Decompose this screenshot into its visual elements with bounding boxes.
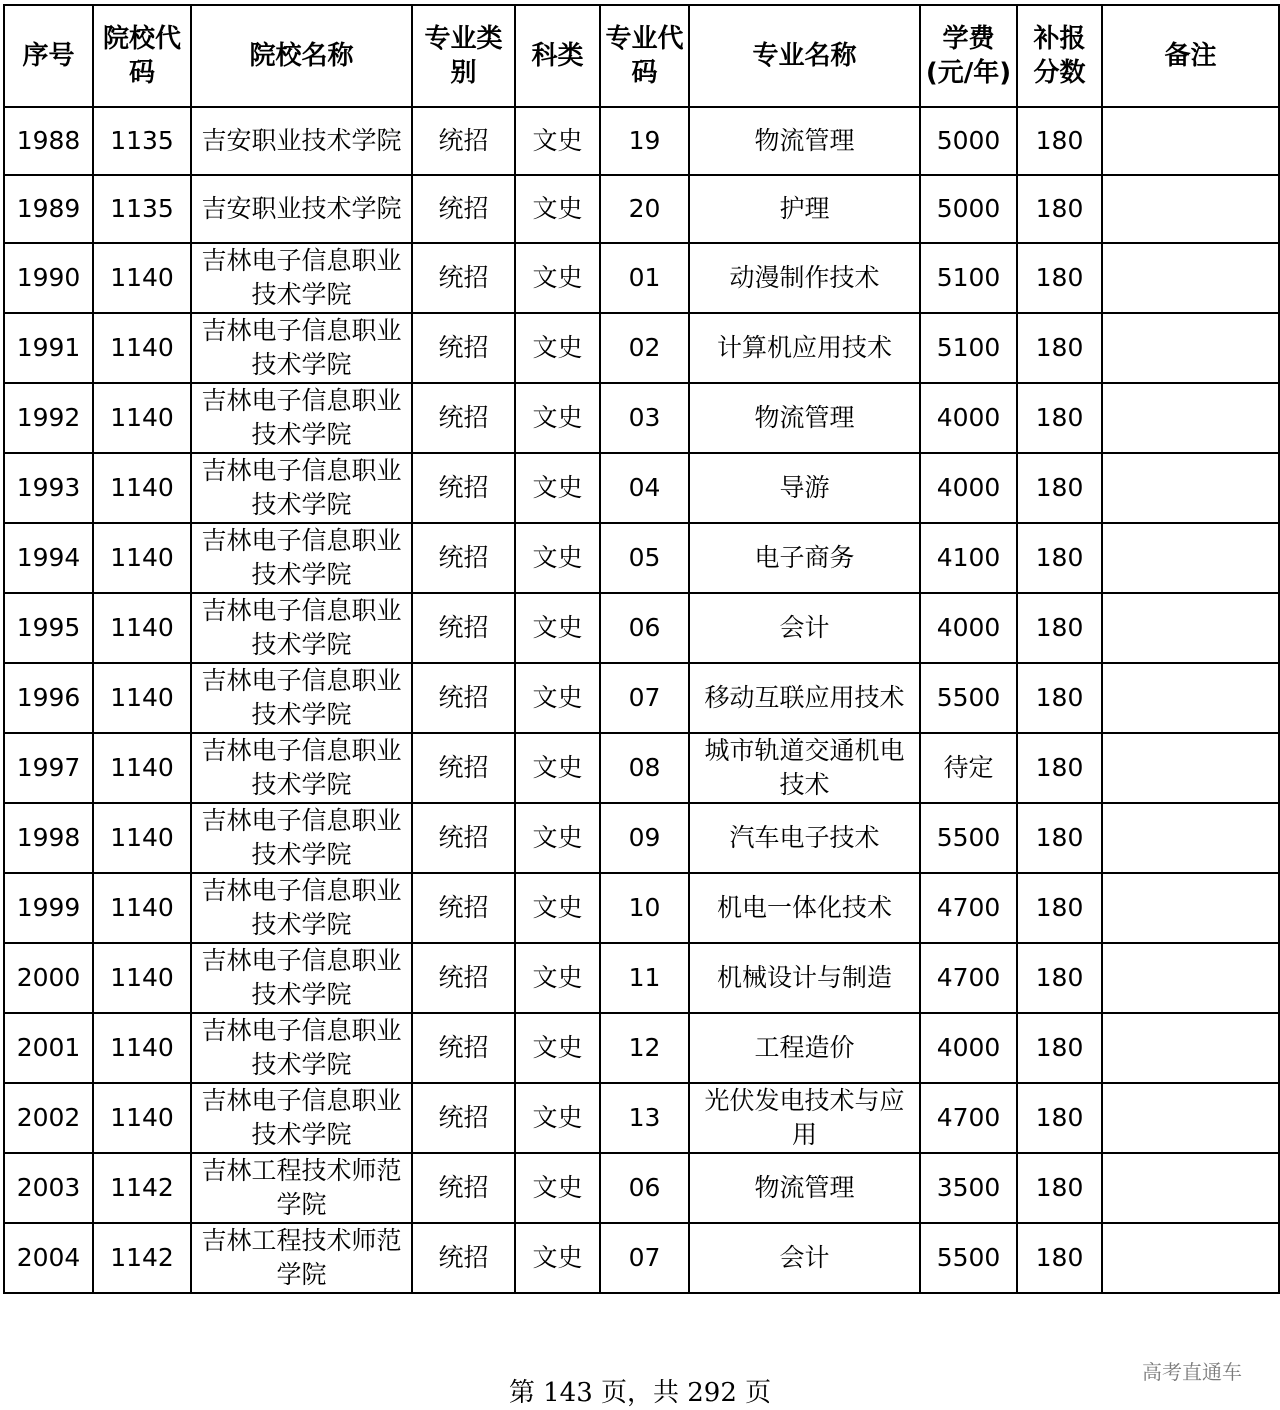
col-index-cell: 1996 <box>4 663 93 733</box>
col-tuition-cell: 4700 <box>920 943 1017 1013</box>
col-tuition-cell: 待定 <box>920 733 1017 803</box>
table-row <box>4 803 1279 873</box>
col-school-name-cell: 吉林工程技术师范学院 <box>191 1223 412 1293</box>
col-major-type-cell: 统招 <box>412 593 515 663</box>
table-row <box>4 175 1279 243</box>
col-category-cell: 文史 <box>515 663 600 733</box>
table-row <box>4 1223 1279 1293</box>
table-row <box>4 943 1279 1013</box>
table-row <box>4 733 1279 803</box>
col-score-cell: 180 <box>1017 873 1102 943</box>
col-score-cell: 180 <box>1017 943 1102 1013</box>
table-row <box>4 1013 1279 1083</box>
col-tuition-cell: 4000 <box>920 383 1017 453</box>
col-tuition-cell: 3500 <box>920 1153 1017 1223</box>
col-category-cell: 文史 <box>515 453 600 523</box>
col-major-type-cell: 统招 <box>412 1223 515 1293</box>
col-index-cell: 1989 <box>4 175 93 243</box>
col-index-cell: 2003 <box>4 1153 93 1223</box>
col-major-name-cell: 光伏发电技术与应用 <box>689 1083 920 1153</box>
col-major-code-cell: 04 <box>600 453 689 523</box>
col-school-name-cell: 吉林电子信息职业技术学院 <box>191 803 412 873</box>
table-row <box>4 453 1279 523</box>
col-score-cell: 180 <box>1017 453 1102 523</box>
col-category-cell: 文史 <box>515 1223 600 1293</box>
col-major-code-cell: 13 <box>600 1083 689 1153</box>
col-major-type-cell: 统招 <box>412 243 515 313</box>
col-index-cell: 1994 <box>4 523 93 593</box>
col-school-code-cell: 1140 <box>93 243 191 313</box>
col-major-type-cell: 统招 <box>412 107 515 175</box>
col-index-cell: 1992 <box>4 383 93 453</box>
col-school-code-cell: 1140 <box>93 313 191 383</box>
table-row <box>4 593 1279 663</box>
col-school-code-cell: 1142 <box>93 1223 191 1293</box>
col-remarks-cell <box>1102 243 1279 313</box>
col-major-code-cell: 06 <box>600 593 689 663</box>
col-major-name-cell: 机械设计与制造 <box>689 943 920 1013</box>
col-remarks-cell <box>1102 107 1279 175</box>
col-tuition-cell: 4700 <box>920 1083 1017 1153</box>
col-school-code-cell: 1140 <box>93 733 191 803</box>
col-tuition-cell: 5500 <box>920 1223 1017 1293</box>
col-score-cell: 180 <box>1017 107 1102 175</box>
col-remarks-cell <box>1102 1223 1279 1293</box>
col-major-code-cell: 12 <box>600 1013 689 1083</box>
col-remarks-cell <box>1102 1153 1279 1223</box>
col-index-cell: 1991 <box>4 313 93 383</box>
table-row <box>4 523 1279 593</box>
watermark-text: 高考直通车 <box>1142 1360 1242 1384</box>
col-category-cell: 文史 <box>515 1013 600 1083</box>
col-index-cell: 2002 <box>4 1083 93 1153</box>
table-row <box>4 1083 1279 1153</box>
col-category-cell: 文史 <box>515 243 600 313</box>
col-score-cell: 180 <box>1017 1013 1102 1083</box>
col-major-type-cell: 统招 <box>412 1013 515 1083</box>
col-major-name-cell: 会计 <box>689 593 920 663</box>
col-school-name-cell: 吉林电子信息职业技术学院 <box>191 593 412 663</box>
col-school-name-cell: 吉林电子信息职业技术学院 <box>191 663 412 733</box>
table-row <box>4 107 1279 175</box>
col-remarks-cell <box>1102 523 1279 593</box>
col-major-name-cell: 城市轨道交通机电技术 <box>689 733 920 803</box>
col-category-cell: 文史 <box>515 593 600 663</box>
col-remarks-cell <box>1102 733 1279 803</box>
col-index-cell: 1997 <box>4 733 93 803</box>
col-score-cell: 180 <box>1017 663 1102 733</box>
col-index-cell: 2001 <box>4 1013 93 1083</box>
col-major-code-cell: 01 <box>600 243 689 313</box>
col-index-cell: 1999 <box>4 873 93 943</box>
col-index-cell: 1993 <box>4 453 93 523</box>
col-remarks-cell <box>1102 1013 1279 1083</box>
col-school-code-cell: 1140 <box>93 943 191 1013</box>
col-major-name-cell: 护理 <box>689 175 920 243</box>
col-major-name-cell: 移动互联应用技术 <box>689 663 920 733</box>
col-school-name-cell: 吉林电子信息职业技术学院 <box>191 733 412 803</box>
col-major-name-cell: 电子商务 <box>689 523 920 593</box>
header-row <box>4 5 1279 107</box>
col-major-type-cell: 统招 <box>412 733 515 803</box>
col-major-code-cell: 06 <box>600 1153 689 1223</box>
col-category-cell: 文史 <box>515 107 600 175</box>
col-major-code-cell: 09 <box>600 803 689 873</box>
col-remarks-cell <box>1102 313 1279 383</box>
col-major-name-cell: 物流管理 <box>689 383 920 453</box>
col-remarks-cell <box>1102 943 1279 1013</box>
col-major-code-cell: 20 <box>600 175 689 243</box>
col-tuition-cell: 4000 <box>920 1013 1017 1083</box>
col-major-name-cell: 工程造价 <box>689 1013 920 1083</box>
col-school-code-cell: 1140 <box>93 873 191 943</box>
header-col-tuition: 学费(元/年) <box>920 5 1017 107</box>
header-col-major-type: 专业类别 <box>412 5 515 107</box>
col-school-name-cell: 吉林电子信息职业技术学院 <box>191 1013 412 1083</box>
col-tuition-cell: 4000 <box>920 453 1017 523</box>
col-index-cell: 1998 <box>4 803 93 873</box>
col-major-code-cell: 03 <box>600 383 689 453</box>
col-category-cell: 文史 <box>515 1153 600 1223</box>
table-row <box>4 313 1279 383</box>
col-index-cell: 1995 <box>4 593 93 663</box>
col-major-type-cell: 统招 <box>412 453 515 523</box>
col-category-cell: 文史 <box>515 943 600 1013</box>
col-major-name-cell: 机电一体化技术 <box>689 873 920 943</box>
col-score-cell: 180 <box>1017 523 1102 593</box>
col-tuition-cell: 5100 <box>920 243 1017 313</box>
col-school-code-cell: 1140 <box>93 453 191 523</box>
col-major-type-cell: 统招 <box>412 943 515 1013</box>
header-col-category: 科类 <box>515 5 600 107</box>
col-major-name-cell: 会计 <box>689 1223 920 1293</box>
col-school-name-cell: 吉林电子信息职业技术学院 <box>191 383 412 453</box>
col-category-cell: 文史 <box>515 175 600 243</box>
col-tuition-cell: 4700 <box>920 873 1017 943</box>
col-major-code-cell: 11 <box>600 943 689 1013</box>
col-major-type-cell: 统招 <box>412 523 515 593</box>
header-col-index: 序号 <box>4 5 93 107</box>
col-major-type-cell: 统招 <box>412 663 515 733</box>
col-index-cell: 2004 <box>4 1223 93 1293</box>
col-remarks-cell <box>1102 663 1279 733</box>
col-school-code-cell: 1140 <box>93 523 191 593</box>
col-index-cell: 1988 <box>4 107 93 175</box>
col-major-name-cell: 汽车电子技术 <box>689 803 920 873</box>
col-tuition-cell: 5500 <box>920 803 1017 873</box>
col-major-type-cell: 统招 <box>412 175 515 243</box>
header-col-school-code: 院校代码 <box>93 5 191 107</box>
col-major-type-cell: 统招 <box>412 1153 515 1223</box>
header-col-major-name: 专业名称 <box>689 5 920 107</box>
col-category-cell: 文史 <box>515 733 600 803</box>
table-body <box>4 107 1279 1293</box>
col-major-type-cell: 统招 <box>412 873 515 943</box>
table-row <box>4 243 1279 313</box>
col-remarks-cell <box>1102 1083 1279 1153</box>
col-score-cell: 180 <box>1017 733 1102 803</box>
table-row <box>4 383 1279 453</box>
col-score-cell: 180 <box>1017 1083 1102 1153</box>
col-remarks-cell <box>1102 803 1279 873</box>
col-score-cell: 180 <box>1017 803 1102 873</box>
col-major-type-cell: 统招 <box>412 803 515 873</box>
col-school-code-cell: 1140 <box>93 593 191 663</box>
col-major-name-cell: 计算机应用技术 <box>689 313 920 383</box>
col-school-name-cell: 吉林电子信息职业技术学院 <box>191 1083 412 1153</box>
col-major-type-cell: 统招 <box>412 313 515 383</box>
page-number: 第 143 页，共 292 页 <box>508 1378 772 1408</box>
header-col-score: 补报分数 <box>1017 5 1102 107</box>
col-score-cell: 180 <box>1017 1223 1102 1293</box>
col-major-code-cell: 19 <box>600 107 689 175</box>
col-remarks-cell <box>1102 873 1279 943</box>
col-school-code-cell: 1140 <box>93 383 191 453</box>
col-remarks-cell <box>1102 453 1279 523</box>
col-major-code-cell: 08 <box>600 733 689 803</box>
col-score-cell: 180 <box>1017 383 1102 453</box>
col-index-cell: 1990 <box>4 243 93 313</box>
col-tuition-cell: 4100 <box>920 523 1017 593</box>
col-school-name-cell: 吉林电子信息职业技术学院 <box>191 453 412 523</box>
col-school-name-cell: 吉林电子信息职业技术学院 <box>191 943 412 1013</box>
header-col-school-name: 院校名称 <box>191 5 412 107</box>
col-major-code-cell: 10 <box>600 873 689 943</box>
col-score-cell: 180 <box>1017 313 1102 383</box>
col-school-name-cell: 吉林电子信息职业技术学院 <box>191 523 412 593</box>
col-score-cell: 180 <box>1017 593 1102 663</box>
col-major-name-cell: 动漫制作技术 <box>689 243 920 313</box>
col-tuition-cell: 5100 <box>920 313 1017 383</box>
col-major-code-cell: 07 <box>600 1223 689 1293</box>
admissions-table <box>3 4 1280 1294</box>
col-major-type-cell: 统招 <box>412 1083 515 1153</box>
col-school-name-cell: 吉林电子信息职业技术学院 <box>191 243 412 313</box>
table-row <box>4 873 1279 943</box>
col-major-code-cell: 02 <box>600 313 689 383</box>
col-school-code-cell: 1135 <box>93 175 191 243</box>
col-school-name-cell: 吉林电子信息职业技术学院 <box>191 313 412 383</box>
col-major-code-cell: 07 <box>600 663 689 733</box>
col-remarks-cell <box>1102 593 1279 663</box>
col-school-name-cell: 吉林工程技术师范学院 <box>191 1153 412 1223</box>
col-school-name-cell: 吉安职业技术学院 <box>191 107 412 175</box>
col-category-cell: 文史 <box>515 1083 600 1153</box>
col-remarks-cell <box>1102 383 1279 453</box>
col-tuition-cell: 5000 <box>920 175 1017 243</box>
col-category-cell: 文史 <box>515 803 600 873</box>
col-major-name-cell: 导游 <box>689 453 920 523</box>
col-school-code-cell: 1142 <box>93 1153 191 1223</box>
col-tuition-cell: 4000 <box>920 593 1017 663</box>
col-school-code-cell: 1135 <box>93 107 191 175</box>
col-score-cell: 180 <box>1017 243 1102 313</box>
col-school-code-cell: 1140 <box>93 1083 191 1153</box>
col-tuition-cell: 5500 <box>920 663 1017 733</box>
col-major-name-cell: 物流管理 <box>689 1153 920 1223</box>
table-row <box>4 663 1279 733</box>
col-major-name-cell: 物流管理 <box>689 107 920 175</box>
col-score-cell: 180 <box>1017 175 1102 243</box>
header-col-major-code: 专业代码 <box>600 5 689 107</box>
col-school-code-cell: 1140 <box>93 803 191 873</box>
col-category-cell: 文史 <box>515 313 600 383</box>
col-major-code-cell: 05 <box>600 523 689 593</box>
col-school-code-cell: 1140 <box>93 663 191 733</box>
col-category-cell: 文史 <box>515 523 600 593</box>
header-col-remarks: 备注 <box>1102 5 1279 107</box>
table-row <box>4 1153 1279 1223</box>
col-school-code-cell: 1140 <box>93 1013 191 1083</box>
col-score-cell: 180 <box>1017 1153 1102 1223</box>
col-tuition-cell: 5000 <box>920 107 1017 175</box>
col-major-type-cell: 统招 <box>412 383 515 453</box>
col-school-name-cell: 吉安职业技术学院 <box>191 175 412 243</box>
col-index-cell: 2000 <box>4 943 93 1013</box>
col-category-cell: 文史 <box>515 383 600 453</box>
col-category-cell: 文史 <box>515 873 600 943</box>
col-remarks-cell <box>1102 175 1279 243</box>
col-school-name-cell: 吉林电子信息职业技术学院 <box>191 873 412 943</box>
